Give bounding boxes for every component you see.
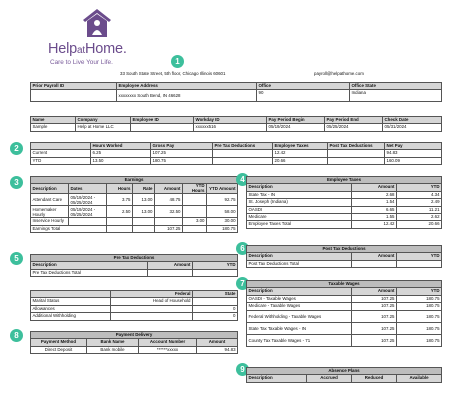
table-row: St. Joseph (Indiana) 1.54 2.49 <box>248 199 440 205</box>
col-name: Name <box>31 117 76 124</box>
earnings-table: Earnings Description Dates Hours Rate Amount YTD Hours YTD Amount Attendant Care 05/19/2024 - 05/25/2024 3.75 13.00 48.75 92.75 Homemaker Hourly 05/19/2024 - 05/25/2024 2.50 13.00 32.50 58.00 Inservice Hourly 3.00 30.00 Earnings Total 107.25 180.75 <box>32 177 236 231</box>
col-gross-pay: Gross Pay <box>151 143 213 150</box>
workday-id: xxxxxx516 <box>194 124 267 131</box>
employee-info-table <box>30 82 442 102</box>
pay-period-begin: 05/19/2024 <box>267 124 325 131</box>
pre-tax-total-row: Pre Tax Deductions Total <box>31 269 238 276</box>
badge-5: 5 <box>10 252 23 265</box>
employee-taxes-table: Employee Taxes Description Amount YTD State Tax - IN 2.68 4.34 St. Joseph (Indiana) 1.54 2.49 OASDI 6.65 11.21 Medicare 1.55 2.62 Employee Taxes Total 12.42 20.66 <box>248 177 440 227</box>
company-logo <box>44 8 164 70</box>
table-row: Inservice Hourly 3.00 30.00 <box>32 218 236 224</box>
withholding-table: Federal State Marital Status Head of Household Allowances 0 Additional Withholding 0 <box>32 291 236 319</box>
company-name: Help at Home LLC <box>76 124 131 131</box>
col-pay-period-begin: Pay Period Begin <box>267 117 325 124</box>
pay-period-end: 05/25/2024 <box>325 124 383 131</box>
payroll-email: payroll@helpathome.com <box>314 71 364 76</box>
table-row: Attendant Care 05/19/2024 - 05/25/2024 3.75 13.00 48.75 92.75 <box>32 194 236 205</box>
col-pre-tax-deductions: Pre Tax Deductions <box>213 143 273 150</box>
col-employee-taxes: Employee Taxes <box>273 143 328 150</box>
table-row: Additional Withholding 0 <box>32 313 236 319</box>
col-summary-label <box>31 143 91 150</box>
badge-1: 1 <box>171 55 184 68</box>
prior-payroll-id <box>31 90 117 102</box>
table-row: State Tax Taxable Wages - IN 107.25 180.75 <box>247 322 442 334</box>
pay-summary-table <box>30 142 442 165</box>
badge-4: 4 <box>236 173 249 186</box>
table-row: OASDI - Taxable Wages 107.25 180.75 <box>248 295 440 301</box>
employee-id <box>131 124 194 131</box>
post-tax-deductions-table: Post Tax Deductions Description Amount YTD Post Tax Deductions Total <box>248 246 440 266</box>
earnings-total-row: Earnings Total 107.25 180.75 <box>32 225 236 231</box>
house-icon <box>82 8 112 38</box>
absence-plans-table: Absence Plans Description Accrued Reduced Available <box>246 367 442 383</box>
col-company: Company <box>76 117 131 124</box>
col-pay-period-end: Pay Period End <box>325 117 383 124</box>
pre-tax-deductions-table: Pre Tax Deductions Description Amount YTD Pre Tax Deductions Total <box>32 255 236 275</box>
table-row: Homemaker Hourly 05/19/2024 - 05/25/2024 2.50 13.00 32.50 58.00 <box>32 206 236 217</box>
table-row: Medicare - Taxable Wages 107.25 180.75 <box>248 303 440 309</box>
badge-7: 7 <box>236 277 249 290</box>
check-date: 05/31/2024 <box>383 124 442 131</box>
employee-name: Sample <box>31 124 76 131</box>
col-employee-id: Employee ID <box>131 117 194 124</box>
col-office-state: Office State <box>350 83 442 90</box>
col-net-pay: Net Pay <box>385 143 442 150</box>
col-workday-id: Workday ID <box>194 117 267 124</box>
badge-9: 9 <box>236 363 249 376</box>
employee-taxes-title: Employee Taxes <box>247 177 442 184</box>
badge-8: 8 <box>10 329 23 342</box>
employee-taxes-total-row: Employee Taxes Total 12.42 20.66 <box>248 221 440 227</box>
logo-wordmark: HelpatHome. <box>48 41 127 57</box>
taxable-wages-title: Taxable Wages <box>247 281 442 288</box>
office: 90 <box>257 90 350 102</box>
payment-delivery-title: Payment Delivery <box>31 332 238 339</box>
badge-3: 3 <box>10 176 23 189</box>
logo-tagline: Care to Live Your Life. <box>50 59 113 66</box>
col-prior-payroll-id: Prior Payroll ID <box>31 83 117 90</box>
payment-delivery-table: Payment Delivery Payment Method Bank Name Account Number Amount Direct Deposit Bank mobile ******xxxxx 94.83 <box>30 331 238 354</box>
col-hours-worked: Hours Worked <box>91 143 151 150</box>
earnings-title: Earnings <box>31 177 238 184</box>
table-row: County Tax Taxable Wages - 71 107.25 180.75 <box>247 334 442 346</box>
pre-tax-title: Pre Tax Deductions <box>31 255 238 262</box>
col-check-date: Check Date <box>383 117 442 124</box>
badge-2: 2 <box>10 142 23 155</box>
col-employee-address: Employee Address <box>117 83 257 90</box>
table-row: Federal Withholding - Taxable Wages 107.25 180.75 <box>247 310 442 322</box>
table-row: Current 6.25 107.25 12.42 94.83 <box>31 150 442 157</box>
table-row: Medicare 1.55 2.62 <box>248 214 440 220</box>
post-tax-total-row: Post Tax Deductions Total <box>247 260 442 267</box>
table-row: OASDI 6.65 11.21 <box>248 206 440 212</box>
table-row: State Tax - IN 2.68 4.34 <box>248 191 440 197</box>
col-post-tax-deductions: Post Tax Deductions <box>328 143 385 150</box>
table-row: Allowances 0 <box>32 305 236 311</box>
badge-6: 6 <box>236 242 249 255</box>
post-tax-title: Post Tax Deductions <box>247 246 442 253</box>
employee-address: xxxxxxxx South Bend, IN 46628 <box>117 90 257 102</box>
table-row: YTD 13.50 180.75 20.66 160.09 <box>31 157 442 164</box>
office-state: Indiana <box>350 90 442 102</box>
pay-info-table <box>30 116 442 132</box>
absence-plans-title: Absence Plans <box>247 368 442 375</box>
col-office: Office <box>257 83 350 90</box>
taxable-wages-table: Taxable Wages Description Amount YTD OASDI - Taxable Wages 107.25 180.75 Medicare - Taxable Wages 107.25 180.75 Federal Withholding - Taxable Wages 107.25 180.75 State Tax Taxable Wages - IN 107.25 180.75 County Tax Taxable Wages - 71 107.25 180.75 <box>246 280 442 347</box>
table-row: Marital Status Head of Household <box>31 298 238 305</box>
table-row: Direct Deposit Bank mobile ******xxxxx 94.83 <box>31 346 238 353</box>
company-address: 33 South State Street, 5th floor, Chicago Illinois 60601 <box>120 71 226 76</box>
